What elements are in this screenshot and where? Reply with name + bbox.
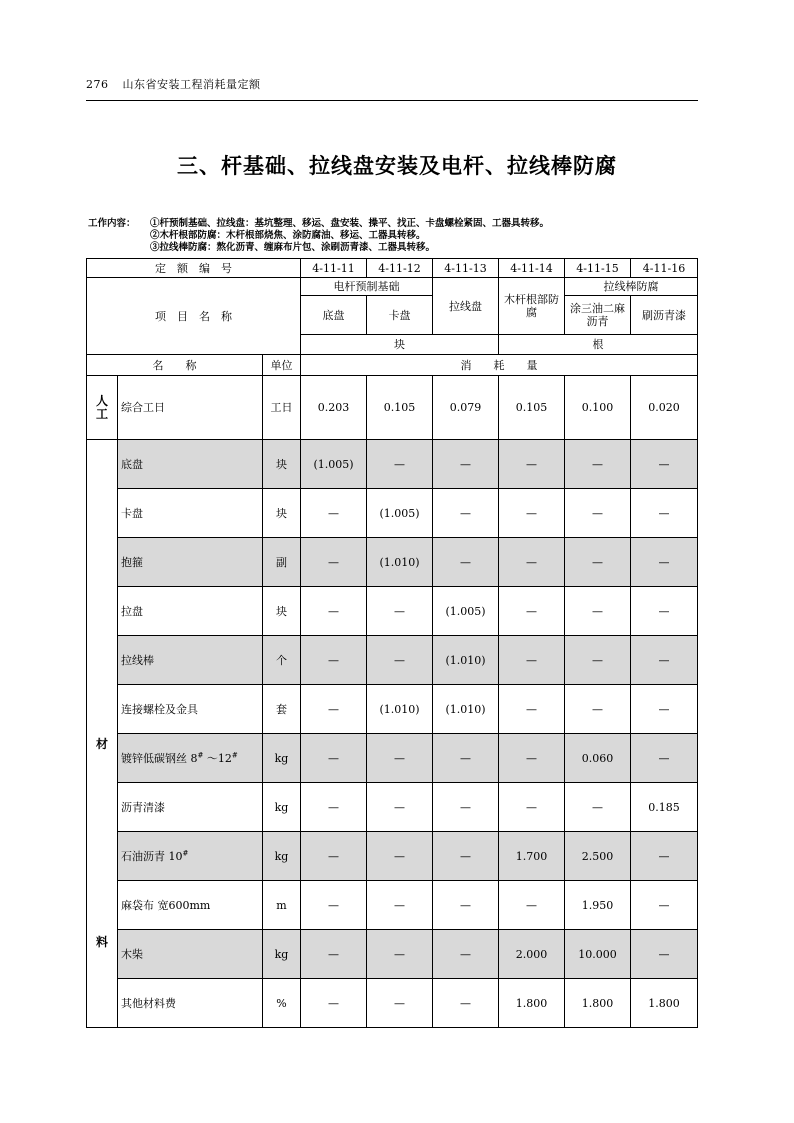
code-4: 4-11-14 xyxy=(499,259,565,278)
col-name-2: 卡盘 xyxy=(367,296,433,335)
material-value: — xyxy=(433,930,499,979)
page-number: 276 xyxy=(86,78,109,91)
material-value: 2.000 xyxy=(499,930,565,979)
material-name: 卡盘 xyxy=(118,489,263,538)
labor-unit: 工日 xyxy=(263,376,301,440)
material-value: — xyxy=(565,538,631,587)
material-value: — xyxy=(565,783,631,832)
material-value: — xyxy=(631,440,698,489)
material-value: — xyxy=(367,734,433,783)
col-name-6: 刷沥青漆 xyxy=(631,296,698,335)
material-unit: 块 xyxy=(263,440,301,489)
material-value: — xyxy=(301,979,367,1028)
material-value: — xyxy=(367,881,433,930)
group-pole-base: 电杆预制基础 xyxy=(301,278,433,296)
material-value: — xyxy=(631,538,698,587)
labor-value: 0.105 xyxy=(367,376,433,440)
material-value: — xyxy=(499,587,565,636)
material-name: 拉盘 xyxy=(118,587,263,636)
material-value: (1.010) xyxy=(367,685,433,734)
labor-value: 0.105 xyxy=(499,376,565,440)
material-value: (1.005) xyxy=(301,440,367,489)
material-unit: 个 xyxy=(263,636,301,685)
material-value: 1.800 xyxy=(631,979,698,1028)
material-value: — xyxy=(433,881,499,930)
item-name-label: 项 目 名 称 xyxy=(87,278,301,355)
material-value: — xyxy=(631,587,698,636)
material-value: — xyxy=(565,636,631,685)
material-value: — xyxy=(433,489,499,538)
material-unit: m xyxy=(263,881,301,930)
work-content-line-1: ①杆预制基础、拉线盘：基坑整理、移运、盘安装、操平、找正、卡盘螺栓紧固、工器具转移。 xyxy=(150,218,550,229)
material-value: — xyxy=(631,489,698,538)
material-value: — xyxy=(301,930,367,979)
material-value: — xyxy=(565,440,631,489)
material-name: 麻袋布 宽600mm xyxy=(118,881,263,930)
material-value: (1.005) xyxy=(433,587,499,636)
name-header: 名 称 xyxy=(87,355,263,376)
book-title: 山东省安装工程消耗量定额 xyxy=(122,78,261,91)
material-name: 连接螺栓及金具 xyxy=(118,685,263,734)
material-row xyxy=(87,783,698,832)
material-unit: kg xyxy=(263,783,301,832)
material-value: — xyxy=(631,685,698,734)
material-name: 拉线棒 xyxy=(118,636,263,685)
material-row xyxy=(87,881,698,930)
labor-value: 0.100 xyxy=(565,376,631,440)
material-value: — xyxy=(433,734,499,783)
material-value: (1.010) xyxy=(433,685,499,734)
material-value: — xyxy=(565,587,631,636)
material-value: 1.950 xyxy=(565,881,631,930)
material-unit: 块 xyxy=(263,489,301,538)
work-content-line-3: ③拉线棒防腐：熬化沥青、缠麻布片包、涂刷沥青漆、工器具转移。 xyxy=(150,242,436,253)
col-name-5: 涂三油二麻沥青 xyxy=(565,296,631,335)
material-row xyxy=(87,832,698,881)
quota-code-label: 定 额 编 号 xyxy=(87,259,301,278)
labor-row xyxy=(87,376,698,440)
material-category-top: 材 xyxy=(95,737,108,751)
material-value: — xyxy=(433,783,499,832)
running-header xyxy=(86,76,261,92)
unit-kuai: 块 xyxy=(301,335,499,355)
consumption-header: 消 耗 量 xyxy=(301,355,698,376)
header-rule xyxy=(86,100,698,101)
labor-name: 综合工日 xyxy=(118,376,263,440)
material-value: — xyxy=(367,832,433,881)
material-category xyxy=(87,440,118,1028)
material-row xyxy=(87,930,698,979)
material-row xyxy=(87,734,698,783)
material-name: 镀锌低碳钢丝 8# ～12# xyxy=(118,734,263,783)
material-value: — xyxy=(631,881,698,930)
material-name: 沥青清漆 xyxy=(118,783,263,832)
code-1: 4-11-11 xyxy=(301,259,367,278)
material-value: — xyxy=(301,734,367,783)
material-value: 10.000 xyxy=(565,930,631,979)
material-value: — xyxy=(367,930,433,979)
unit-gen: 根 xyxy=(499,335,698,355)
material-value: — xyxy=(367,440,433,489)
material-value: — xyxy=(301,636,367,685)
material-unit: 块 xyxy=(263,587,301,636)
material-value: — xyxy=(499,881,565,930)
material-row xyxy=(87,538,698,587)
material-row xyxy=(87,636,698,685)
material-name: 木柴 xyxy=(118,930,263,979)
code-3: 4-11-13 xyxy=(433,259,499,278)
work-content-label: 工作内容： xyxy=(88,218,136,229)
material-value: — xyxy=(631,734,698,783)
material-row xyxy=(87,587,698,636)
labor-value: 0.079 xyxy=(433,376,499,440)
material-value: 0.185 xyxy=(631,783,698,832)
material-value: — xyxy=(499,685,565,734)
quota-table xyxy=(86,258,698,1028)
material-value: — xyxy=(499,489,565,538)
material-value: — xyxy=(433,538,499,587)
material-name: 石油沥青 10# xyxy=(118,832,263,881)
material-unit: 副 xyxy=(263,538,301,587)
material-value: (1.010) xyxy=(367,538,433,587)
material-value: — xyxy=(367,979,433,1028)
material-unit: kg xyxy=(263,832,301,881)
work-content xyxy=(88,218,549,254)
material-value: — xyxy=(433,979,499,1028)
code-6: 4-11-16 xyxy=(631,259,698,278)
code-2: 4-11-12 xyxy=(367,259,433,278)
material-value: 1.800 xyxy=(499,979,565,1028)
labor-value: 0.020 xyxy=(631,376,698,440)
material-row xyxy=(87,979,698,1028)
material-value: — xyxy=(631,832,698,881)
material-value: — xyxy=(631,930,698,979)
material-value: — xyxy=(367,783,433,832)
work-content-line-2: ②木杆根部防腐：木杆根部烧焦、涂防腐油、移运、工器具转移。 xyxy=(150,230,426,241)
material-value: — xyxy=(499,636,565,685)
material-value: — xyxy=(433,832,499,881)
labor-category: 人 工 xyxy=(87,376,118,440)
material-name: 其他材料费 xyxy=(118,979,263,1028)
material-value: — xyxy=(499,783,565,832)
material-value: — xyxy=(565,489,631,538)
material-name: 底盘 xyxy=(118,440,263,489)
material-row xyxy=(87,489,698,538)
material-value: — xyxy=(301,832,367,881)
labor-value: 0.203 xyxy=(301,376,367,440)
material-value: — xyxy=(499,538,565,587)
material-category-bottom: 料 xyxy=(95,935,108,949)
material-value: — xyxy=(367,636,433,685)
col-name-3: 拉线盘 xyxy=(433,278,499,335)
material-value: — xyxy=(565,685,631,734)
material-value: (1.005) xyxy=(367,489,433,538)
material-value: — xyxy=(301,587,367,636)
material-value: — xyxy=(301,881,367,930)
unit-header: 单位 xyxy=(263,355,301,376)
material-value: — xyxy=(301,783,367,832)
material-value: 1.700 xyxy=(499,832,565,881)
material-value: — xyxy=(631,636,698,685)
material-value: 1.800 xyxy=(565,979,631,1028)
material-value: 0.060 xyxy=(565,734,631,783)
material-row xyxy=(87,440,698,489)
material-value: — xyxy=(301,538,367,587)
material-name: 抱箍 xyxy=(118,538,263,587)
material-unit: kg xyxy=(263,930,301,979)
material-row xyxy=(87,685,698,734)
col-name-1: 底盘 xyxy=(301,296,367,335)
material-value: 2.500 xyxy=(565,832,631,881)
material-value: — xyxy=(433,440,499,489)
material-value: (1.010) xyxy=(433,636,499,685)
group-pull-rod: 拉线棒防腐 xyxy=(565,278,698,296)
material-value: — xyxy=(499,440,565,489)
material-unit: 套 xyxy=(263,685,301,734)
code-5: 4-11-15 xyxy=(565,259,631,278)
material-unit: kg xyxy=(263,734,301,783)
material-value: — xyxy=(301,489,367,538)
material-unit: % xyxy=(263,979,301,1028)
material-value: — xyxy=(367,587,433,636)
section-title: 三、杆基础、拉线盘安装及电杆、拉线棒防腐 xyxy=(177,154,617,178)
col-name-4: 木杆根部防腐 xyxy=(499,278,565,335)
material-value: — xyxy=(499,734,565,783)
material-value: — xyxy=(301,685,367,734)
